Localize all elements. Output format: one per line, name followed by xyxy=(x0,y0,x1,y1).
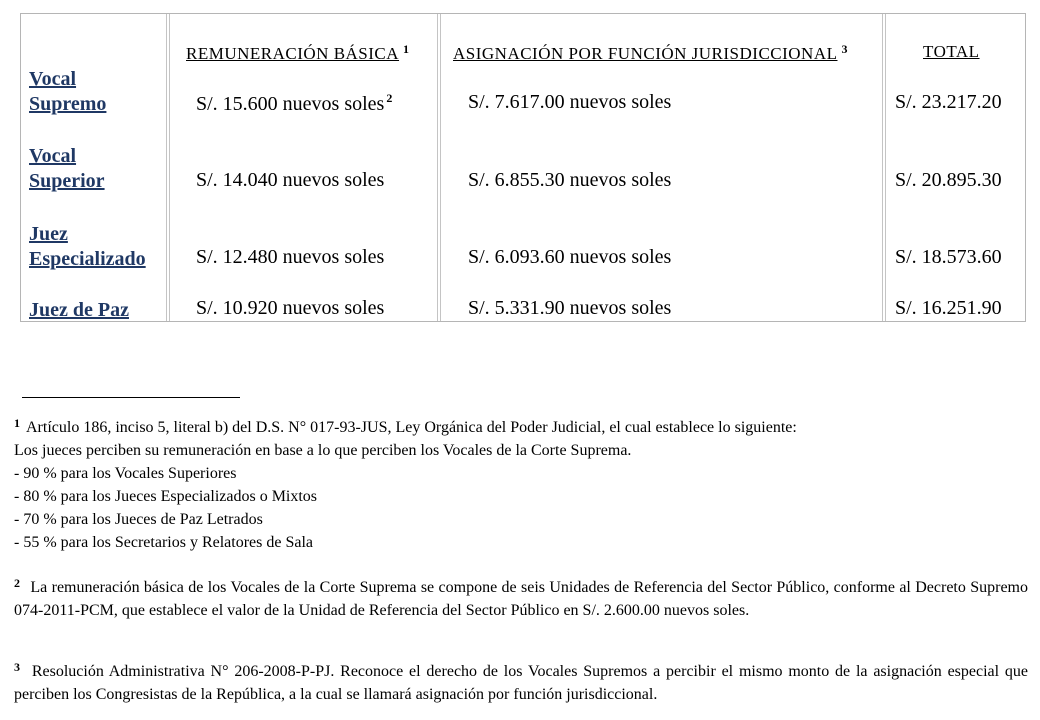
cell-allowance: S/. 6.855.30 nuevos soles xyxy=(468,169,672,191)
cell-total: S/. 20.895.30 xyxy=(895,169,1002,191)
cell-basic: S/. 12.480 nuevos soles xyxy=(196,246,385,268)
column-divider xyxy=(882,14,886,321)
footnote-1: $^1$ Artículo 186, inciso 5, literal b) del D.S. N° 017-93-JUS, Ley Orgánica del Poder Judicial, el cual establece lo siguiente: Los jueces perciben su remuneración en base a lo que perciben los Vocales de la Corte Suprema. - 90 % para los Vocales Superiores - 80 % para los Jueces Especializados o Mixtos - 70 % para los Jueces de Paz Letrados - 55 % para los Secretarios y Relatores de Sala xyxy=(14,416,797,551)
column-divider xyxy=(166,14,170,321)
cell-allowance: S/. 5.331.90 nuevos soles xyxy=(468,297,672,319)
cell-basic: S/. 14.040 nuevos soles xyxy=(196,169,385,191)
cell-basic: S/. 10.920 nuevos soles xyxy=(196,297,385,319)
footnote-separator xyxy=(14,397,240,398)
cell-allowance: S/. 7.617.00 nuevos soles xyxy=(468,91,672,113)
cell-total: S/. 18.573.60 xyxy=(895,246,1002,268)
header-total: TOTAL xyxy=(923,42,980,61)
cell-basic: S/. 15.600 nuevos soles $^2$ xyxy=(196,91,393,115)
header-basic-remuneration: REMUNERACIÓN BÁSICA $^1$ xyxy=(186,42,410,63)
row-label-juez-de-paz[interactable]: Juez de Paz xyxy=(29,299,129,321)
cell-total: S/. 23.217.20 xyxy=(895,91,1002,113)
footnote-3: $^3$ Resolución Administrativa N° 206-2008-P-PJ. Reconoce el derecho de los Vocales Supremos a percibir el mismo monto de la asignación especial que perciben los Congresistas de la República, a la cual se llamará asignación por función jurisdiccional. xyxy=(14,660,1029,703)
footnote-2: $^2$ La remuneración básica de los Vocales de la Corte Suprema se compone de seis Unidades de Referencia del Sector Público, conforme al Decreto Supremo 074-2011-PCM, que establece el valor de la Unidad de Referencia del Sector Público en S/. 2.600.00 nuevos soles. xyxy=(14,576,1029,619)
salary-table xyxy=(20,13,1026,322)
cell-total: S/. 16.251.90 xyxy=(895,297,1002,319)
row-label-vocal-supremo[interactable]: Vocal Supremo xyxy=(29,68,107,115)
header-jurisdictional-allowance: ASIGNACIÓN POR FUNCIÓN JURISDICCIONAL $^3$ xyxy=(453,42,848,63)
row-label-vocal-superior[interactable]: Vocal Superior xyxy=(29,145,105,192)
cell-allowance: S/. 6.093.60 nuevos soles xyxy=(468,246,672,268)
row-label-juez-especializado[interactable]: Juez Especializado xyxy=(29,223,146,270)
column-divider xyxy=(437,14,441,321)
